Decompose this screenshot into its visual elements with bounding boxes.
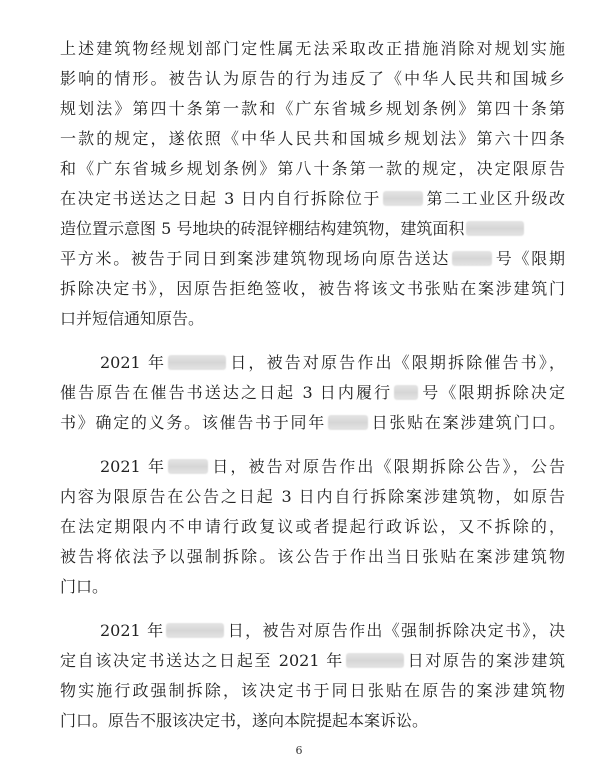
text-segment: 日，被告对原告作出《限期拆除催告书》， [228, 353, 565, 372]
text-segment: 号《限期 [494, 249, 565, 268]
text-segment: 第二工业区升级改 [424, 189, 565, 208]
redacted-text [466, 221, 524, 236]
redacted-text [346, 653, 404, 668]
text-segment: 造位置示意图 5 号地块的砖混锌棚结构建筑物，建筑面积 [60, 219, 465, 238]
text-line: 门口。 [60, 577, 109, 596]
redacted-text [166, 623, 224, 638]
text-segment: 号《限期拆除决定 [420, 383, 565, 402]
text-segment: 定自该决定书送达之日起至 2021 年 [60, 651, 344, 670]
text-segment: 日，被告对原告作出《强制拆除决定书》，决 [226, 621, 565, 640]
text-line [60, 244, 565, 274]
text-line [60, 184, 565, 214]
text-line: 内容为限原告在公告之日起 3 日内自行拆除案涉建筑物，如原告 [60, 487, 565, 506]
text-line: 物实施行政强制拆除，该决定书于同日张贴在原告的案涉建筑物 [60, 681, 565, 700]
text-line [60, 348, 565, 378]
redacted-text [168, 355, 226, 370]
redacted-text [394, 385, 418, 400]
text-line: 规划法》第四十条第一款和《广东省城乡规划条例》第四十条第 [60, 99, 565, 118]
text-line: 口并短信通知原告。 [60, 309, 205, 328]
text-segment: 在决定书送达之日起 3 日内自行拆除位于 [60, 189, 381, 208]
text-line [60, 378, 565, 408]
text-segment: 平方米。被告于同日到案涉建筑物现场向原告送达 [60, 249, 451, 268]
text-line: 门口。原告不服该决定书，遂向本院提起本案诉讼。 [60, 711, 429, 730]
text-segment: 催告原告在催告书送达之日起 3 日内履行 [60, 383, 393, 402]
text-segment: 2021 年 [100, 353, 167, 372]
text-line [60, 646, 565, 676]
text-line: 和《广东省城乡规划条例》第八十条第一款的规定，决定限原告 [60, 159, 565, 178]
redacted-text [383, 191, 423, 206]
redacted-text [328, 415, 368, 430]
text-segment: 日对原告的案涉建筑 [405, 651, 565, 670]
page-number: 6 [295, 744, 303, 757]
text-segment: 日，被告对原告作出《限期拆除公告》，公告 [210, 457, 565, 476]
text-line [60, 452, 565, 482]
text-segment: 书》确定的义务。该催告书于同年 [60, 413, 326, 432]
text-line: 一款的规定，遂依照《中华人民共和国城乡规划法》第六十四条 [60, 129, 565, 148]
text-line: 拆除决定书》，因原告拒绝签收，被告将该文书张贴在案涉建筑门 [60, 279, 565, 298]
text-line: 被告将依法予以强制拆除。该公告于作出当日张贴在案涉建筑物 [60, 547, 565, 566]
text-line [60, 214, 565, 244]
document-body [60, 34, 565, 736]
redacted-text [168, 459, 208, 474]
text-line: 在法定期限内不申请行政复议或者提起行政诉讼，又不拆除的， [60, 517, 565, 536]
text-line: 影响的情形。被告认为原告的行为违反了《中华人民共和国城乡 [60, 69, 565, 88]
text-line [60, 616, 565, 646]
text-segment: 2021 年 [100, 457, 167, 476]
text-segment: 日张贴在案涉建筑门口。 [369, 413, 565, 432]
text-line: 上述建筑物经规划部门定性属无法采取改正措施消除对规划实施 [60, 39, 565, 58]
text-segment: 2021 年 [100, 621, 165, 640]
redacted-text [452, 251, 492, 266]
text-line [60, 408, 565, 438]
